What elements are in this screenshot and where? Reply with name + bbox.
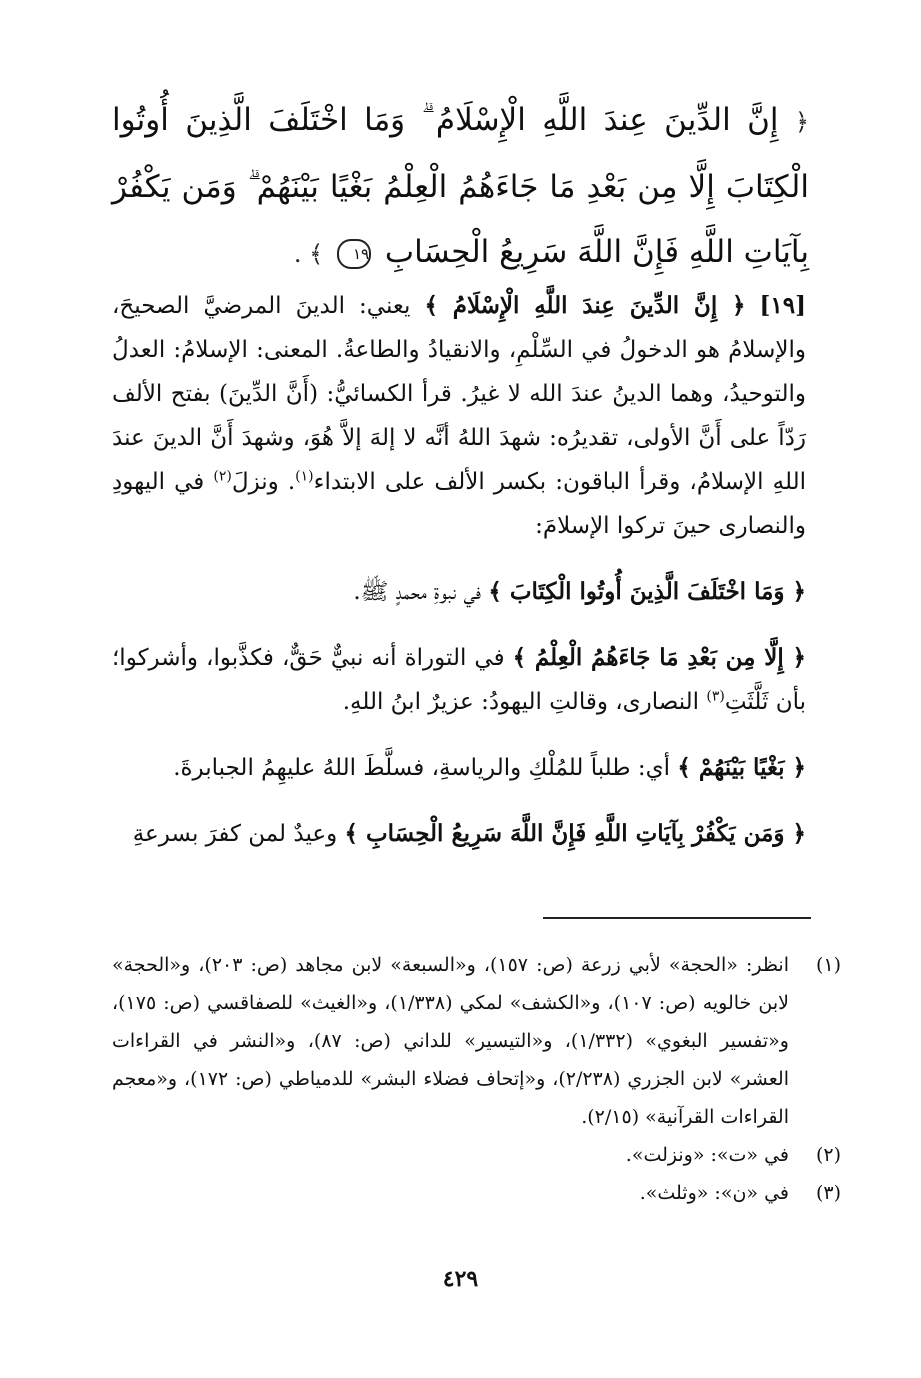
commentary-paragraph [112,284,806,548]
quoted-verse: ﴿ وَمَن يَكْفُرْ بِآيَاتِ اللَّهِ فَإِنَّ اللَّهَ سَرِيعُ الْحِسَابِ ﴾ [344,820,806,847]
verse-reference-marker: [١٩] [759,292,807,319]
verse-close-bracket: ﴾ . [293,240,324,268]
quran-verse-block [112,88,809,287]
ayah-number-marker: ١٩ [337,239,371,269]
quoted-verse: ﴿ وَمَا اخْتَلَفَ الَّذِينَ أُوتُوا الْكِتَابَ ﴾ [488,578,806,605]
commentary-paragraph [112,636,806,724]
page-number: ٤٢٩ [442,1266,479,1292]
footnote-divider [543,917,811,919]
commentary-paragraph [112,812,806,856]
commentary-text: النصارى، وقالتِ اليهودُ: عزيرٌ ابنُ اللهِ. [342,689,707,715]
commentary-text: وعيدٌ لمن كفرَ بسرعةِ [132,821,345,847]
quoted-verse: ﴿ بَغْيًا بَيْنَهُمْ ﴾ [677,754,806,781]
footnote-reference: (٢) [213,468,232,485]
quoted-verse: ﴿ إِلَّا مِن بَعْدِ مَا جَاءَهُمُ الْعِلْمُ ﴾ [512,644,806,671]
commentary-paragraph [112,746,806,790]
commentary-body [112,284,806,856]
quoted-verse: ﴿ إِنَّ الدِّينَ عِندَ اللَّهِ الْإِسْلَامُ ﴾ [424,292,746,319]
verse-open-bracket: ﴿ [794,108,809,136]
commentary-text: في نبوةِ محمدٍ ﷺ. [353,579,489,605]
footnote-text: في «ن»: «وثلث». [639,1182,789,1204]
footnotes-section [112,946,841,1212]
verse-text: إِنَّ الدِّينَ عِندَ اللَّهِ الْإِسْلَامُ ۗ وَمَا اخْتَلَفَ الَّذِينَ أُوتُوا الْكِتَابَ إِلَّا مِن بَعْدِ مَا جَاءَهُمُ الْعِلْمُ بَغْيًا بَيْنَهُمْ ۗ وَمَن يَكْفُرْ بِآيَاتِ اللَّهِ فَإِنَّ اللَّهَ سَرِيعُ الْحِسَابِ [112,102,809,270]
commentary-text: يعني: الدينَ المرضيَّ الصحيحَ، والإسلامُ هو الدخولُ في السِّلْمِ، والانقيادُ والطاعةُ. المعنى: الإسلامُ: العدلُ والتوحيدُ، وهما الدينُ عندَ الله لا غيرُ. قرأ الكسائيُّ: (أَنَّ الدِّينَ) بفتح الألف رَدّاً على أَنَّ الأولى، تقديرُه: شهدَ اللهُ أنَّه لا إلهَ إلاَّ هُوَ، وشهدَ أَنَّ الدينَ عندَ اللهِ الإسلامُ، وقرأ الباقون: بكسر الألف على الابتداء [112,293,806,495]
footnote-reference: (٣) [706,688,725,705]
commentary-text: في اليهودِ والنصارى حينَ تركوا الإسلامَ: [112,469,806,539]
footnote-reference: (١) [295,468,314,485]
footnote-number: (٢) [815,1144,841,1166]
footnote-text: في «ت»: «ونزلت». [625,1144,789,1166]
footnote-text: انظر: «الحجة» لأبي زرعة (ص: ١٥٧)، و«السبعة» لابن مجاهد (ص: ٢٠٣)، و«الحجة» لابن خالويه (ص: ١٠٧)، و«الكشف» لمكي (١/٣٣٨)، و«الغيث» للصفاقسي (ص: ١٧٥)، و«تفسير البغوي» (١/٣٣٢)، و«التيسير» للداني (ص: ٨٧)، و«النشر في القراءات العشر» لابن الجزري (٢/٢٣٨)، و«إتحاف فضلاء البشر» للدمياطي (ص: ١٧٢)، و«معجم القراءات القرآنية» (٢/١٥). [112,954,790,1128]
footnote [112,946,841,1136]
footnote-number: (١) [815,954,841,976]
footnote [112,1174,841,1212]
commentary-paragraph [112,570,806,614]
footnote [112,1136,841,1174]
footnote-number: (٣) [815,1182,841,1204]
commentary-text: . ونزلَ [231,469,296,495]
commentary-text: في التوراة أنه نبيٌّ حَقٌّ، فكذَّبوا، وأشركوا؛ بأن ثَلَّثَتِ [112,645,806,715]
commentary-text: أي: طلباً للمُلْكِ والرياسةِ، فسلَّطَ اللهُ عليهِمُ الجبابرةَ. [173,755,678,781]
